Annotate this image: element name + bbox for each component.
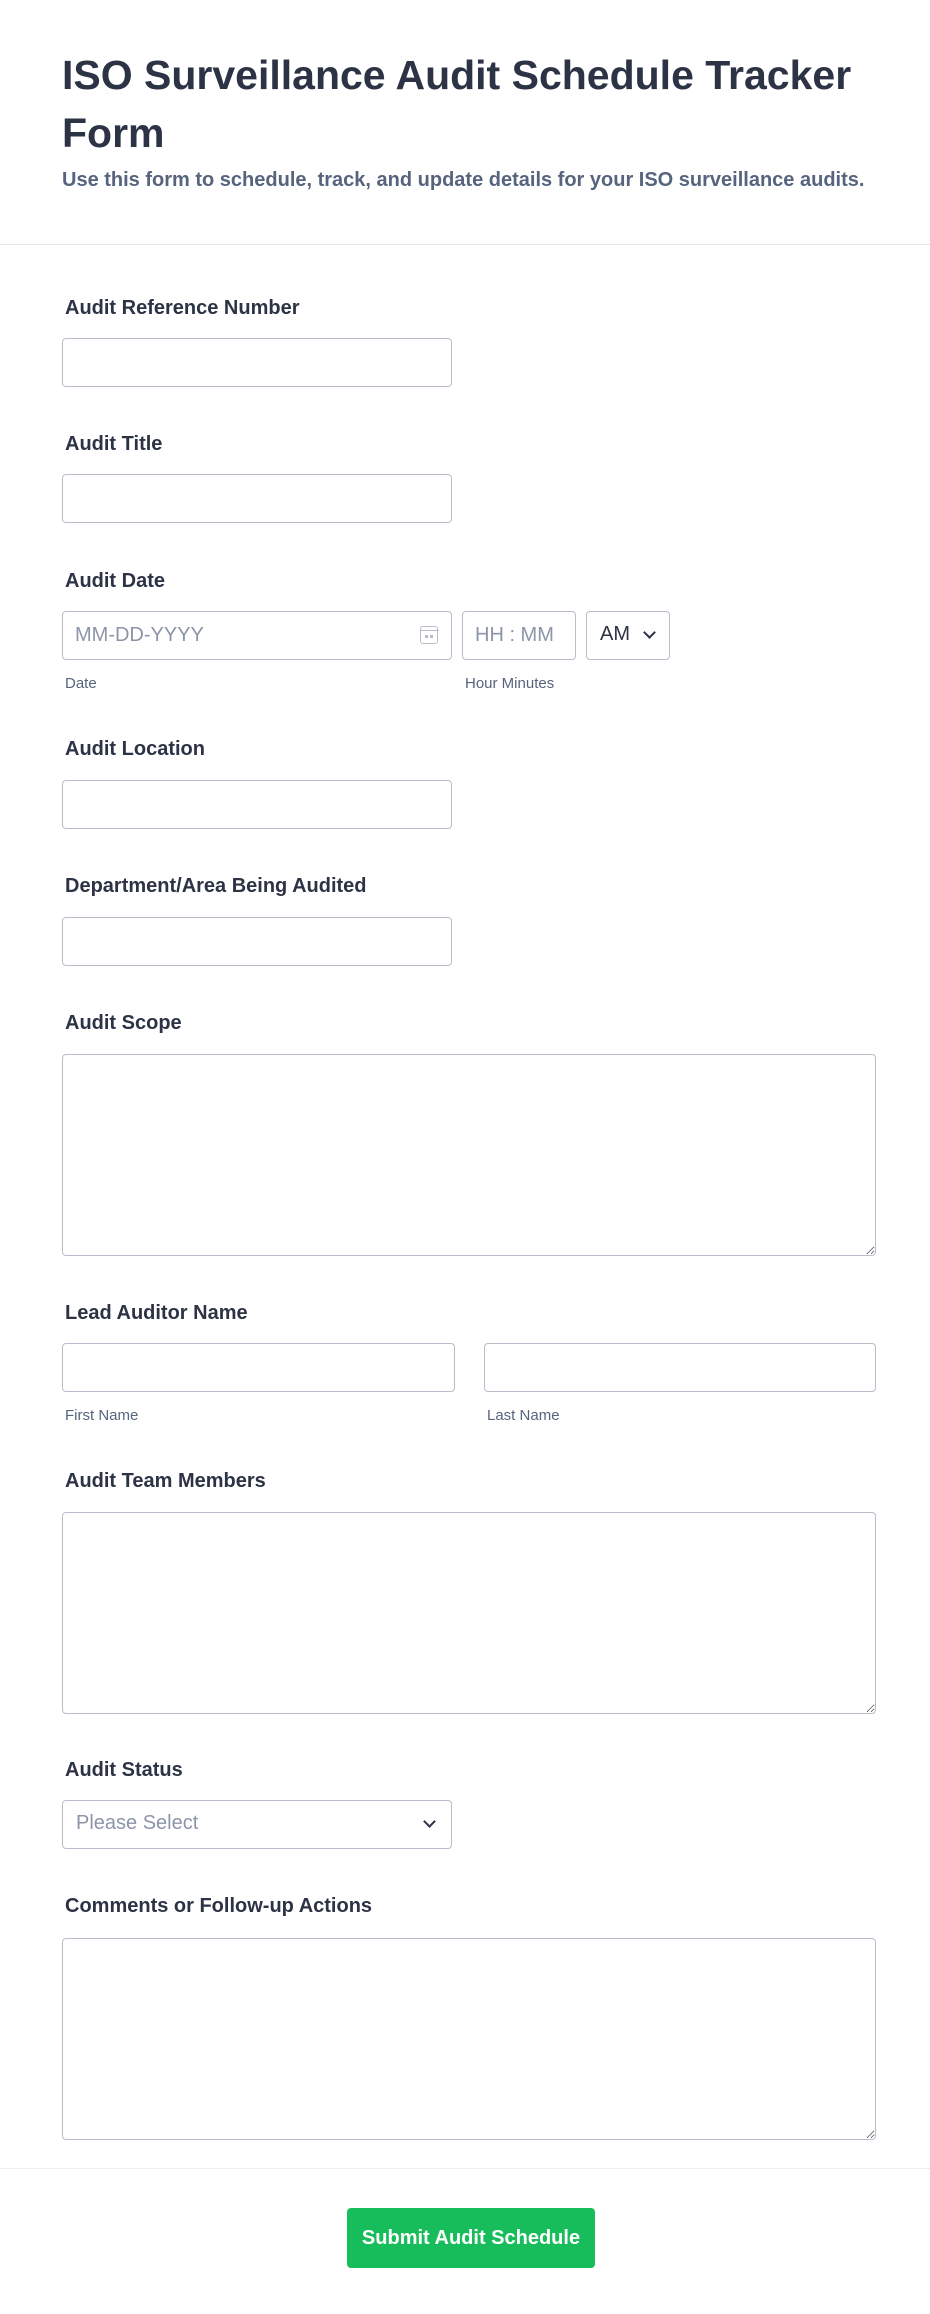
audit-date-input[interactable] (62, 611, 452, 660)
department-input[interactable] (62, 917, 452, 966)
audit-status-placeholder: Please Select (76, 1812, 199, 1834)
audit-date-sublabel: Date (65, 675, 97, 692)
audit-time-input[interactable] (462, 611, 576, 660)
audit-status-label: Audit Status (65, 1759, 183, 1781)
audit-title-input[interactable] (62, 474, 452, 523)
ampm-select[interactable] (586, 611, 670, 660)
comments-textarea[interactable] (62, 1938, 876, 2140)
audit-team-label: Audit Team Members (65, 1470, 266, 1492)
lead-auditor-first-name-input[interactable] (62, 1343, 455, 1392)
audit-reference-label: Audit Reference Number (65, 297, 300, 319)
audit-location-input[interactable] (62, 780, 452, 829)
audit-scope-label: Audit Scope (65, 1012, 182, 1034)
form-title: ISO Surveillance Audit Schedule Tracker Form (62, 52, 852, 156)
form-subtitle: Use this form to schedule, track, and update details for your ISO surveillance audits. (62, 169, 865, 191)
department-label: Department/Area Being Audited (65, 875, 367, 897)
audit-team-textarea[interactable] (62, 1512, 876, 1714)
audit-reference-input[interactable] (62, 338, 452, 387)
submit-audit-schedule-button[interactable]: Submit Audit Schedule (347, 2208, 595, 2268)
form-header (0, 0, 930, 245)
lead-auditor-last-name-input[interactable] (484, 1343, 876, 1392)
ampm-value: AM (600, 623, 630, 645)
last-name-sublabel: Last Name (487, 1407, 560, 1424)
chevron-down-icon (423, 1815, 436, 1828)
audit-scope-textarea[interactable] (62, 1054, 876, 1256)
audit-time-sublabel: Hour Minutes (465, 675, 555, 692)
first-name-sublabel: First Name (65, 1407, 139, 1424)
calendar-icon[interactable] (420, 626, 438, 644)
chevron-down-icon (643, 626, 656, 639)
audit-status-select[interactable] (62, 1800, 452, 1849)
audit-date-field (62, 611, 452, 660)
audit-date-label: Audit Date (65, 570, 165, 592)
lead-auditor-label: Lead Auditor Name (65, 1302, 248, 1324)
audit-title-label: Audit Title (65, 433, 163, 455)
audit-location-label: Audit Location (65, 738, 205, 760)
comments-label: Comments or Follow-up Actions (65, 1895, 373, 1917)
